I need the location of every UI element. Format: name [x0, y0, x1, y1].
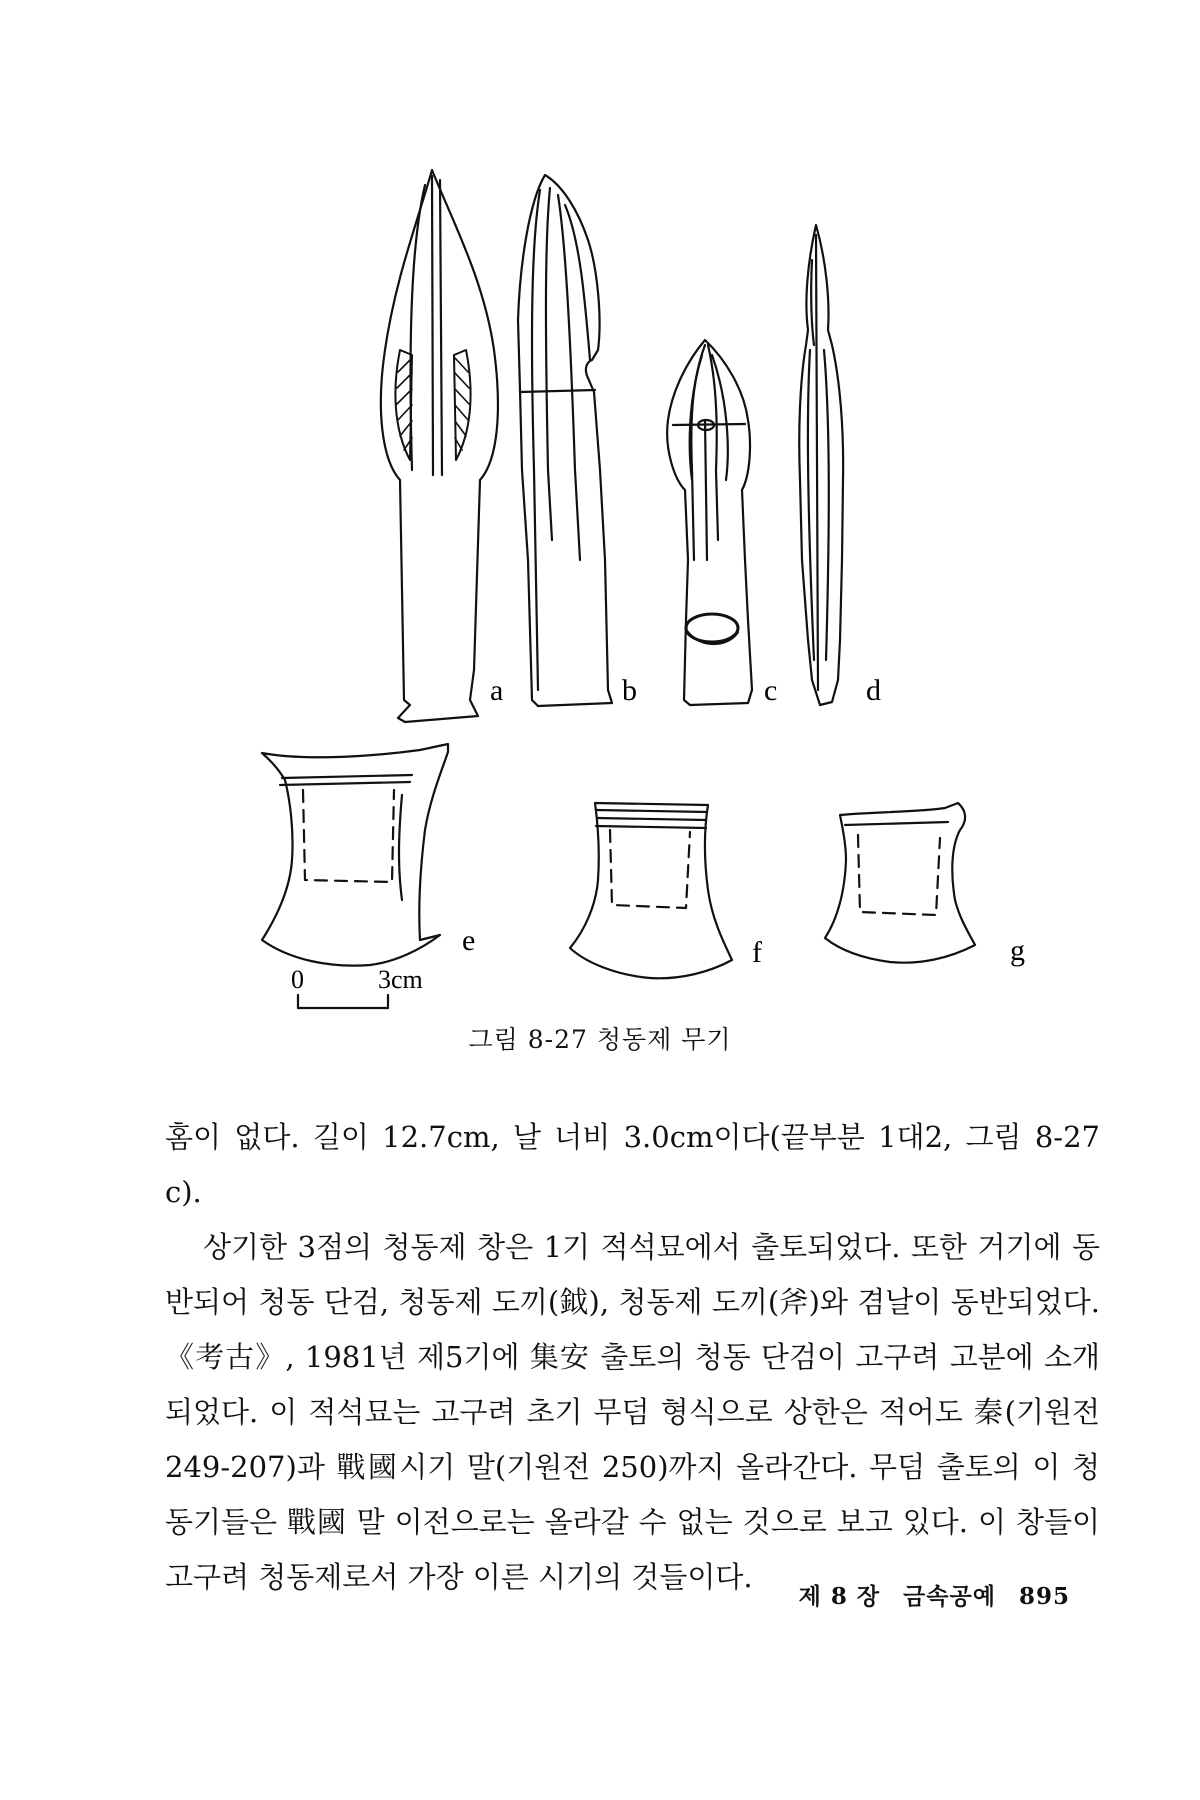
paragraph-1: 홈이 없다. 길이 12.7cm, 날 너비 3.0cm이다(끝부분 1대2, 그림 8-27 c). — [165, 1120, 1100, 1209]
label-e: e — [462, 924, 476, 957]
label-f: f — [752, 936, 762, 969]
scale-bar — [298, 995, 388, 1008]
label-c: c — [764, 674, 778, 707]
footer-title: 금속공예 — [903, 1583, 996, 1610]
page-number: 895 — [1018, 1583, 1070, 1610]
page-footer — [785, 1578, 1070, 1611]
spearhead-a — [381, 170, 498, 722]
label-a: a — [490, 674, 504, 707]
axe-g — [825, 803, 975, 963]
scale-zero-label: 0 — [291, 965, 304, 994]
spearhead-c — [667, 340, 752, 705]
spearhead-b — [518, 175, 612, 706]
label-d: d — [866, 674, 881, 707]
body-text — [165, 1110, 1100, 1605]
paragraph-2: 상기한 3점의 청동제 창은 1기 적석묘에서 출토되었다. 또한 거기에 동반되어 청동 단검, 청동제 도끼(鉞), 청동제 도끼(斧)와 겸날이 동반되었다. 《考古》, 1981년 제5기에 集安 출토의 청동 단검이 고구려 고분에 소개되었다. 이 적석묘는 고구려 초기 무덤 형식으로 상한은 적어도 秦(기원전 249-207)과 戰國시기 말(기원전 250)까지 올라간다. 무덤 출토의 이 청동기들은 戰國 말 이전으로는 올라갈 수 없는 것으로 보고 있다. 이 창들이 고구려 청동제로서 가장 이른 시기의 것들이다. — [165, 1230, 1100, 1594]
spearhead-d — [799, 225, 843, 705]
footer-chapter: 제 8 장 — [798, 1583, 881, 1610]
axe-e — [262, 744, 448, 966]
scale-length-label: 3cm — [378, 965, 423, 994]
axe-f — [570, 803, 732, 978]
figure-caption: 그림 8-27 청동제 무기 — [468, 1025, 732, 1054]
label-b: b — [622, 674, 637, 707]
label-g: g — [1010, 934, 1025, 967]
